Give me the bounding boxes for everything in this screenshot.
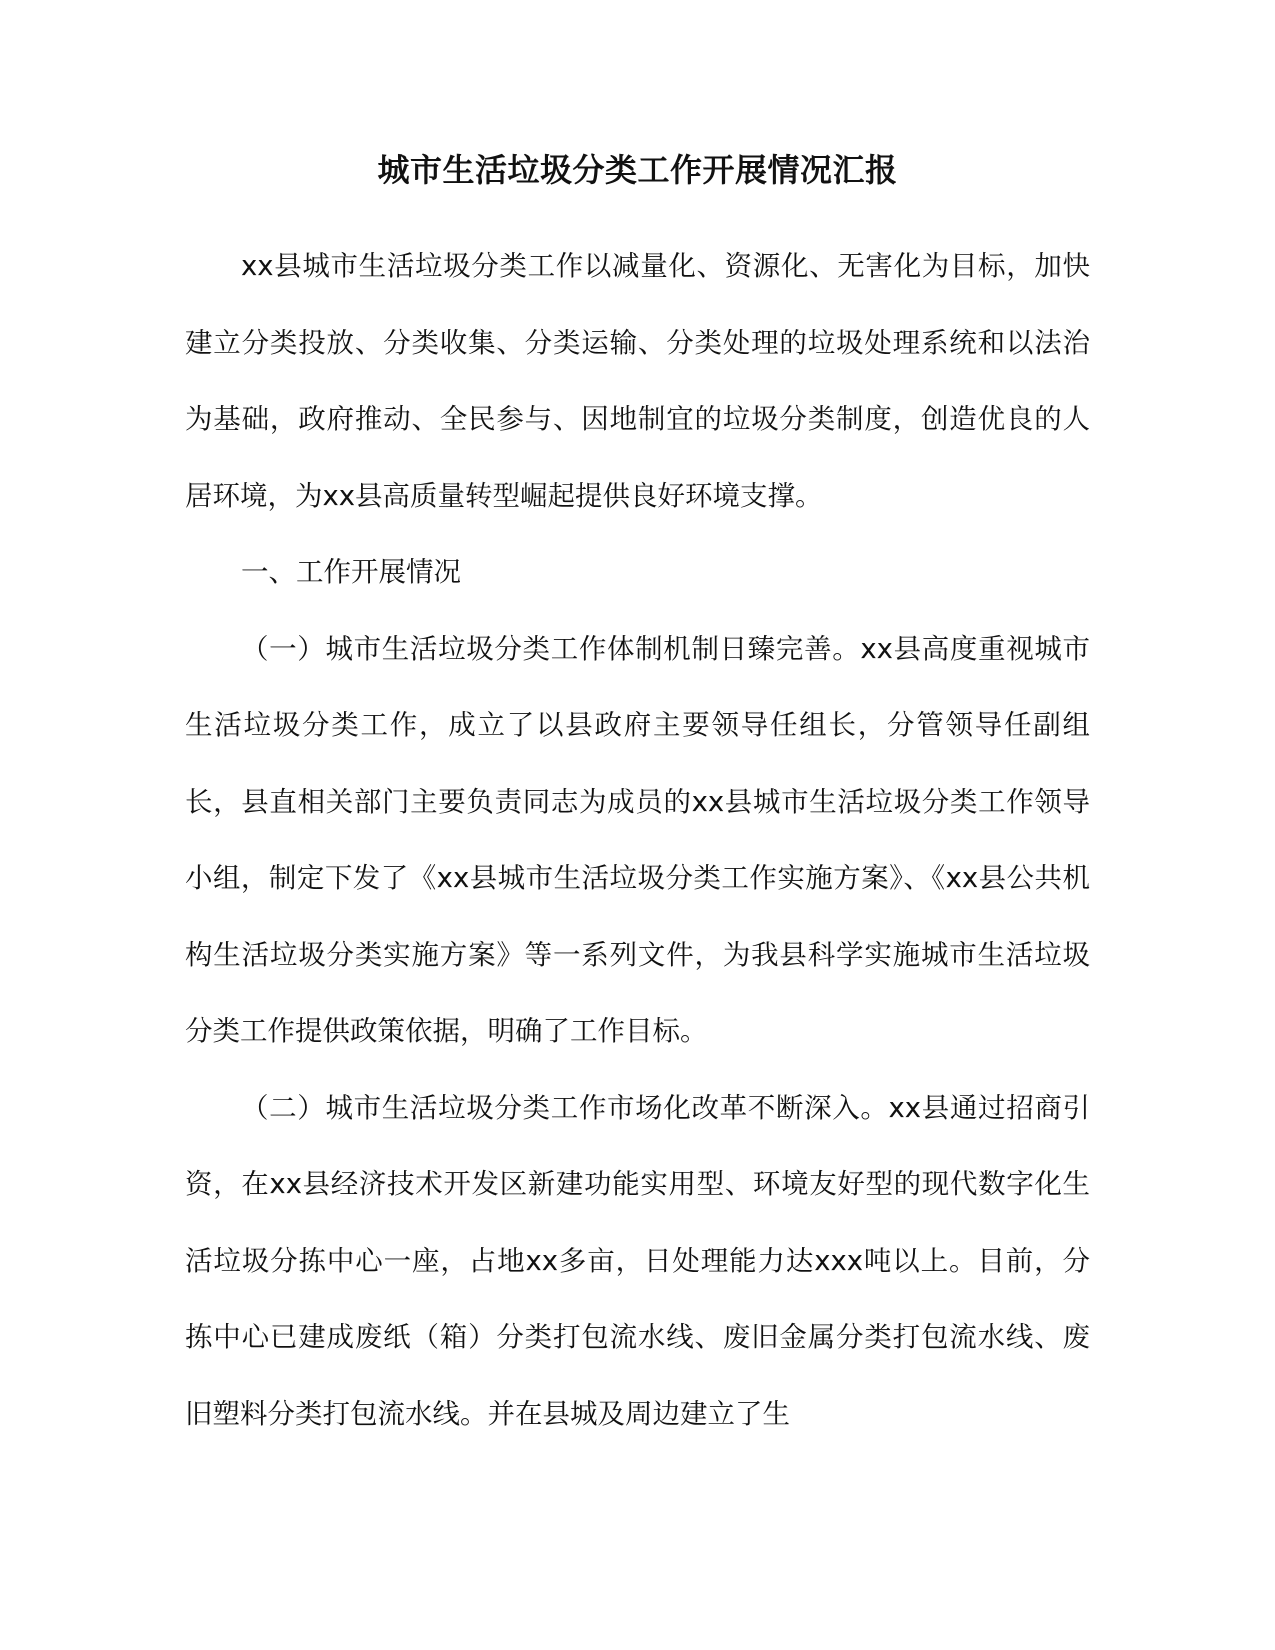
document-title: 城市生活垃圾分类工作开展情况汇报 (377, 151, 898, 189)
paragraph-market-reform: （二）城市生活垃圾分类工作市场化改革不断深入。xx县通过招商引资，在xx县经济技术开发区新建功能实用型、环境友好型的现代数字化生活垃圾分拣中心一座，占地xx多亩，日处理能力达xxx吨以上。目前，分拣中心已建成废纸（箱）分类打包流水线、废旧金属分类打包流水线、废旧塑料分类打包流水线。并在县城及周边建立了生 (185, 1091, 1090, 1430)
paragraph-mechanism: （一）城市生活垃圾分类工作体制机制日臻完善。xx县高度重视城市生活垃圾分类工作，成立了以县政府主要领导任组长，分管领导任副组长，县直相关部门主要负责同志为成员的xx县城市生活垃圾分类工作领导小组，制定下发了《xx县城市生活垃圾分类工作实施方案》、《xx县公共机构生活垃圾分类实施方案》等一系列文件，为我县科学实施城市生活垃圾分类工作提供政策依据，明确了工作目标。 (185, 632, 1090, 1047)
intro-paragraph: xx县城市生活垃圾分类工作以减量化、资源化、无害化为目标，加快建立分类投放、分类收集、分类运输、分类处理的垃圾处理系统和以法治为基础，政府推动、全民参与、因地制宜的垃圾分类制度，创造优良的人居环境，为xx县高质量转型崛起提供良好环境支撑。 (185, 250, 1090, 512)
section-heading-work-progress: 一、工作开展情况 (241, 556, 461, 588)
document-body (185, 228, 1090, 1452)
